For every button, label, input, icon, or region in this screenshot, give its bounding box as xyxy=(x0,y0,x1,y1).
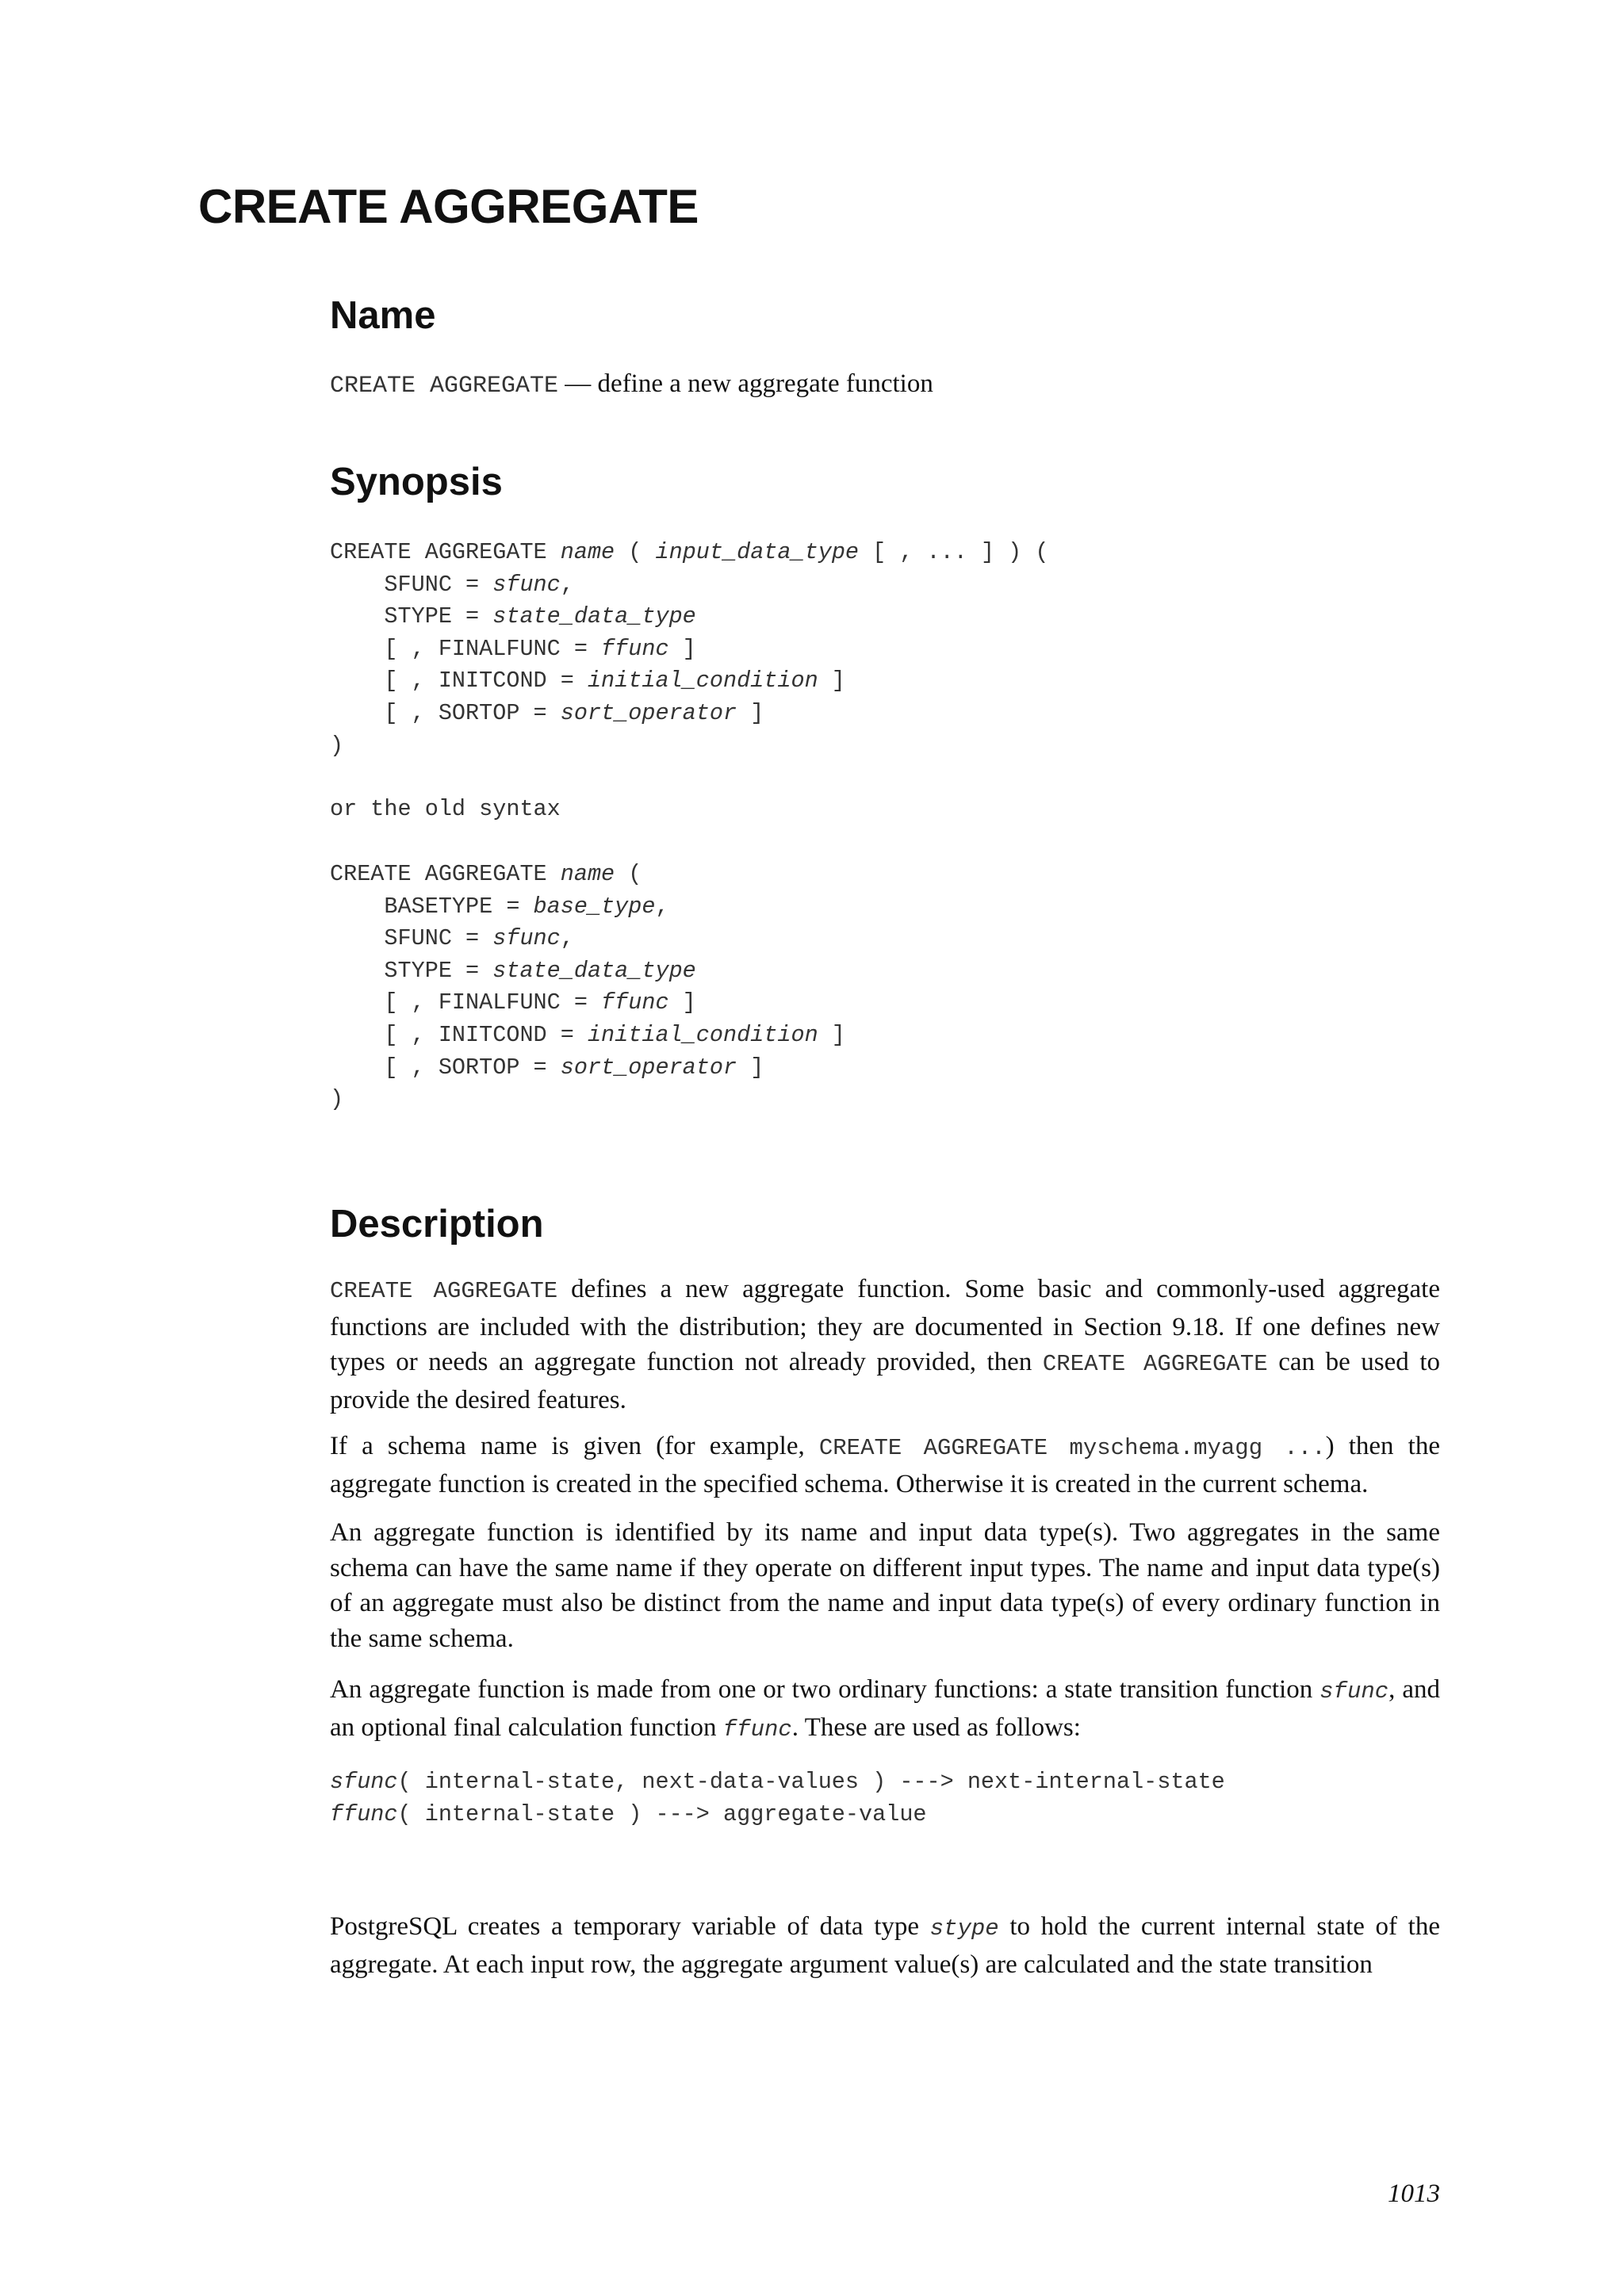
transition-code-block: sfunc( internal-state, next-data-values ) ---> next-internal-state ffunc( internal-state ) ---> aggregate-value xyxy=(330,1769,1225,1827)
page-title: CREATE AGGREGATE xyxy=(198,180,699,233)
name-purpose: — define a new aggregate function xyxy=(558,369,933,398)
description-heading: Description xyxy=(330,1203,544,1246)
description-paragraph-5: PostgreSQL creates a temporary variable of data type stype to hold the current internal state of the aggregate. At each input row, the aggregate argument value(s) are calculated and the state transition xyxy=(330,1912,1440,1979)
synopsis-or-text: or the old syntax xyxy=(330,796,561,822)
description-paragraph-1: CREATE AGGREGATE defines a new aggregate function. Some basic and commonly-used aggregate functions are included with the distribution; they are documented in Section 9.18. If one defines new types or needs an aggregate function not already provided, then CREATE AGGREGATE can be used to provide the desired features. xyxy=(330,1275,1440,1414)
description-paragraph-2: If a schema name is given (for example, CREATE AGGREGATE myschema.myagg ...) then the aggregate function is created in the specified schema. Otherwise it is created in the current schema. xyxy=(330,1432,1440,1498)
name-line xyxy=(330,366,933,404)
synopsis-heading: Synopsis xyxy=(330,461,503,503)
synopsis-old-syntax: CREATE AGGREGATE name ( BASETYPE = base_type, SFUNC = sfunc, STYPE = state_data_type [ , FINALFUNC = ffunc ] [ , INITCOND = initial_condition ] [ , SORTOP = sort_operator ] ) xyxy=(330,861,845,1113)
page-number: 1013 xyxy=(1388,2179,1440,2208)
name-command: CREATE AGGREGATE xyxy=(330,373,559,400)
description-paragraph-4: An aggregate function is made from one or two ordinary functions: a state transition function sfunc, and an optional final calculation function ffunc. These are used as follows: xyxy=(330,1675,1440,1743)
description-paragraph-3: An aggregate function is identified by its name and input data type(s). Two aggregates in the same schema can have the same name if they operate on different input types. The name and input data type(s) of an aggregate must also be distinct from the name and input data type(s) of every ordinary function in the same schema. xyxy=(330,1518,1440,1653)
synopsis-new-syntax: CREATE AGGREGATE name ( input_data_type [ , ... ] ) ( SFUNC = sfunc, STYPE = state_data_type [ , FINALFUNC = ffunc ] [ , INITCOND = initial_condition ] [ , SORTOP = sort_operator ] ) xyxy=(330,539,1049,759)
name-heading: Name xyxy=(330,294,436,337)
